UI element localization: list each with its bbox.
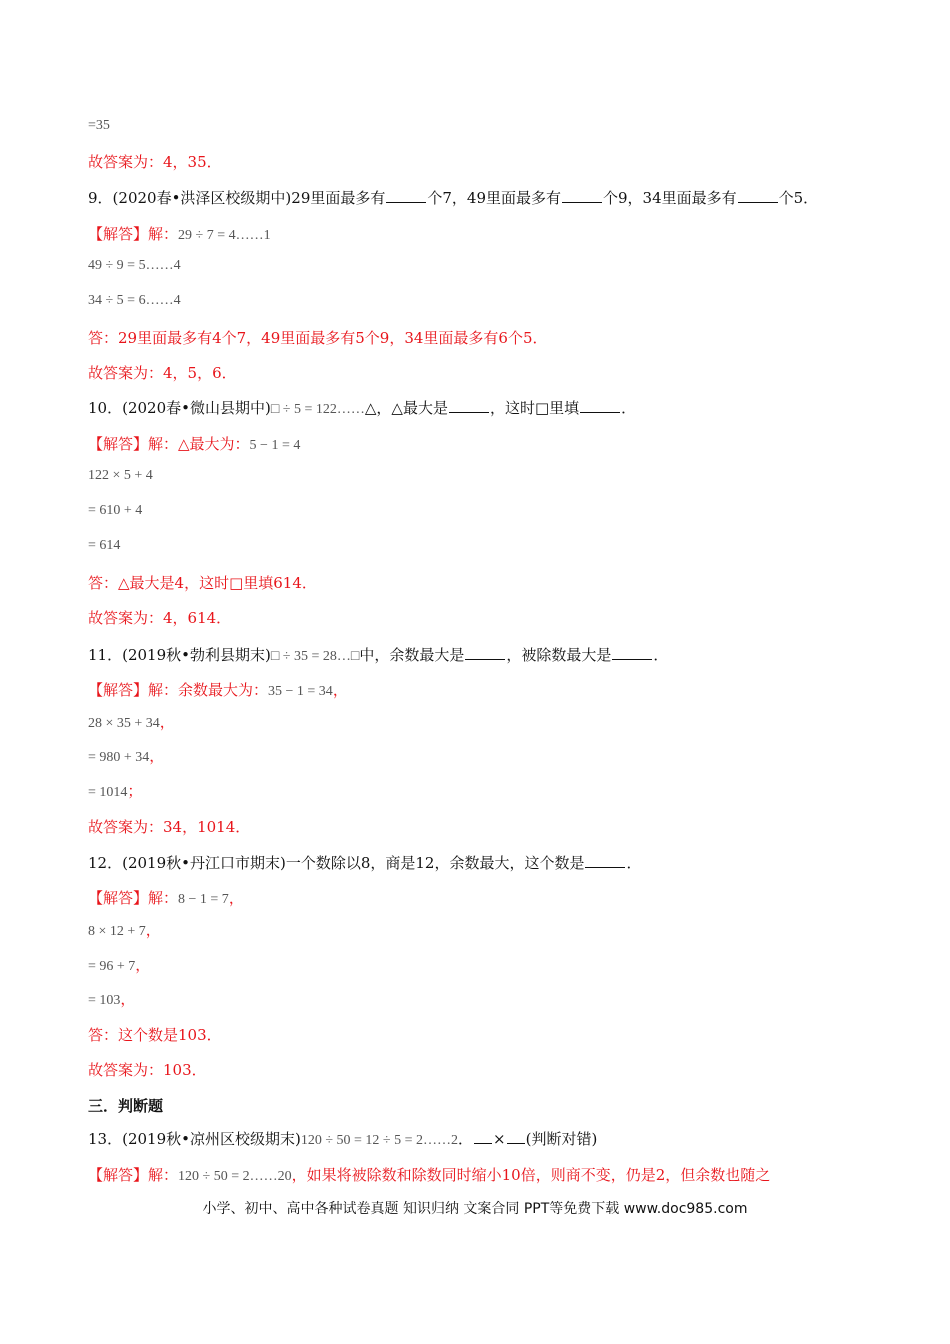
answer-blank (738, 188, 778, 203)
equation-line: =35 (88, 118, 110, 133)
equation-line (88, 746, 164, 768)
question-13 (88, 1129, 597, 1151)
equation-line (88, 781, 142, 803)
equation-line (88, 920, 161, 942)
punctuation: ， (145, 921, 161, 939)
punctuation: ， (120, 990, 136, 1008)
equation-line (88, 955, 150, 977)
section-heading: 三．判断题 (88, 1097, 164, 1115)
question-12 (88, 853, 641, 873)
question-text: ． (621, 399, 637, 417)
answer-line: 答：29里面最多有4个7，49里面最多有5个9，34里面最多有6个5． (88, 329, 548, 347)
punctuation: ， (228, 889, 244, 907)
answer-blank (580, 398, 620, 413)
answer-blank (474, 1129, 492, 1144)
answer-line: 答：这个数是103． (88, 1026, 222, 1044)
answer-line: 故答案为：4，5，6． (88, 364, 237, 382)
answer-blank (585, 853, 625, 868)
equation: = 103 (88, 993, 121, 1008)
solution-line (88, 680, 348, 702)
answer-blank (386, 188, 426, 203)
equation: 29 ÷ 7 = 4……1 (178, 228, 271, 243)
answer-blank (562, 188, 602, 203)
solution-line (88, 888, 244, 910)
solution-line (88, 434, 300, 456)
question-11 (88, 645, 668, 667)
solution-label: 【解答】解：余数最大为： (88, 681, 269, 699)
question-text: 11．(2019秋•勃利县期末) (88, 646, 271, 664)
question-9 (88, 188, 818, 208)
punctuation: ， (159, 713, 175, 731)
judgement-mark: × (493, 1130, 506, 1148)
solution-line (88, 1165, 770, 1187)
solution-label: 【解答】解：△最大为： (88, 435, 250, 453)
equation: 28 × 35 + 34 (88, 716, 160, 731)
solution-text: ，如果将被除数和除数同时缩小10倍，则商不变，仍是2，但余数也随之 (291, 1166, 771, 1184)
question-text: 10．(2020春•微山县期中) (88, 399, 271, 417)
equation-line: 49 ÷ 9 = 5……4 (88, 258, 181, 273)
equation: □ ÷ 35 = 28…□ (270, 649, 360, 664)
answer-blank (449, 398, 489, 413)
equation: 120 ÷ 50 = 2……20 (178, 1169, 292, 1184)
solution-label: 【解答】解： (88, 225, 179, 243)
punctuation: ， (135, 956, 151, 974)
question-text: 中，余数最大是 (359, 646, 465, 664)
equation: □ ÷ 5 = 122…… (270, 402, 365, 417)
answer-blank (465, 645, 505, 660)
equation-line: = 610 + 4 (88, 503, 143, 518)
equation: = 980 + 34 (88, 750, 150, 765)
question-text: 9．(2020春•洪泽区校级期中)29里面最多有 (88, 189, 386, 207)
equation: 8 × 12 + 7 (88, 924, 146, 939)
equation: 35 − 1 = 34 (268, 684, 333, 699)
answer-line: 故答案为：4，35． (88, 153, 222, 171)
question-text: ． (653, 646, 669, 664)
equation: = 96 + 7 (88, 959, 136, 974)
solution-label: 【解答】解： (88, 889, 179, 907)
question-text: 个7，49里面最多有 (427, 189, 561, 207)
question-text: 个5． (778, 189, 819, 207)
question-text: ． (458, 1130, 474, 1148)
question-text: (判断对错) (525, 1130, 598, 1148)
punctuation: ； (127, 782, 143, 800)
equation: 5 − 1 = 4 (249, 438, 301, 453)
equation-line: 34 ÷ 5 = 6……4 (88, 293, 181, 308)
question-text: ． (626, 854, 642, 872)
answer-line: 故答案为：103． (88, 1061, 207, 1079)
answer-blank (612, 645, 652, 660)
equation: = 1014 (88, 785, 128, 800)
answer-line: 答：△最大是4，这时□里填614． (88, 574, 317, 592)
question-text: 12．(2019秋•丹江口市期末)一个数除以8，商是12，余数最大，这个数是 (88, 854, 585, 872)
equation-line: 122 × 5 + 4 (88, 468, 153, 483)
equation-line (88, 989, 135, 1011)
page-footer: 小学、初中、高中各种试卷真题 知识归纳 文案合同 PPT等免费下载 www.doc985.com (202, 1201, 748, 1217)
equation: 8 − 1 = 7 (178, 892, 229, 907)
question-text: 个9，34里面最多有 (603, 189, 737, 207)
punctuation: ， (149, 747, 165, 765)
solution-line (88, 224, 271, 246)
solution-label: 【解答】解： (88, 1166, 179, 1184)
question-10 (88, 398, 636, 420)
answer-line: 故答案为：4，614． (88, 609, 232, 627)
question-text: 13．(2019秋•凉州区校级期末) (88, 1130, 301, 1148)
equation-line (88, 712, 175, 734)
equation-line: = 614 (88, 538, 121, 553)
answer-blank (507, 1129, 525, 1144)
question-text: ，被除数最大是 (506, 646, 612, 664)
equation: 120 ÷ 50 = 12 ÷ 5 = 2……2 (300, 1133, 458, 1148)
question-text: △，△最大是 (364, 399, 448, 417)
answer-line: 故答案为：34，1014． (88, 818, 251, 836)
punctuation: ， (332, 681, 348, 699)
question-text: ，这时□里填 (489, 399, 580, 417)
